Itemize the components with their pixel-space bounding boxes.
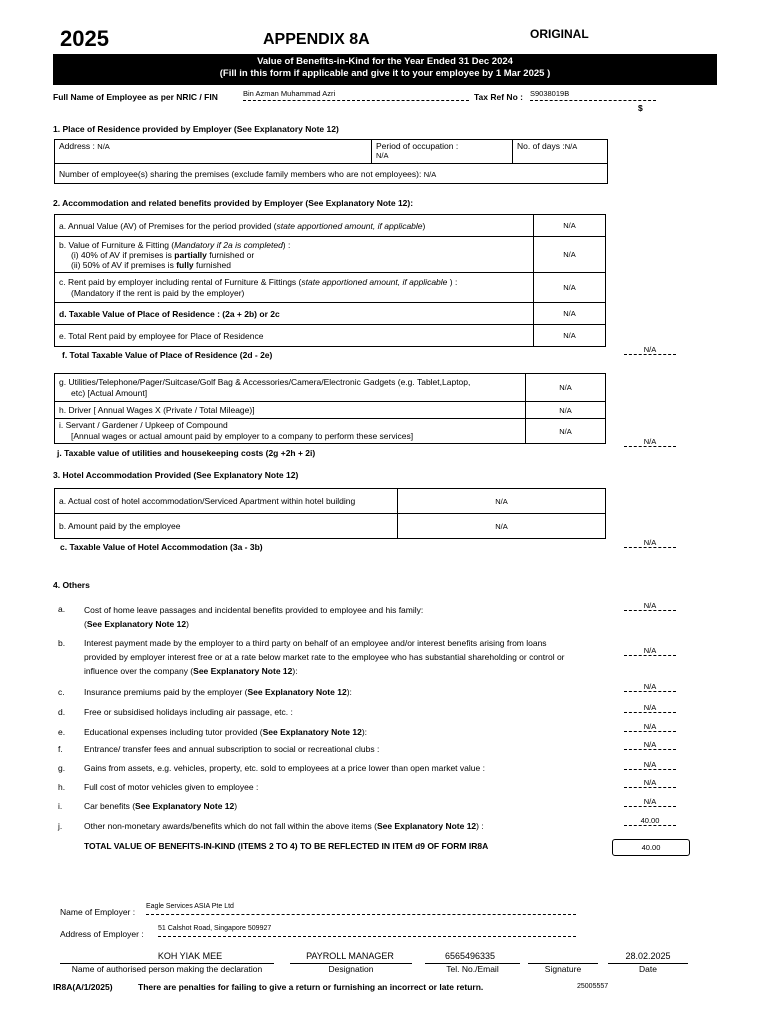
tax-ref-label: Tax Ref No :: [474, 92, 523, 102]
value-3a[interactable]: N/A: [398, 489, 606, 514]
value-2b[interactable]: N/A: [534, 237, 606, 273]
value-4f[interactable]: N/A: [624, 740, 676, 750]
section-2-title: 2. Accommodation and related benefits provided by Employer (See Explanatory Note 12):: [53, 198, 414, 208]
form-year: 2025: [60, 26, 109, 51]
row-4b: Interest payment made by the employer to a third party on behalf of an employee and/or interest benefits arising from loans provided by employer interest free or at a rate below market rate to the employee who has substantial shareholding or control or influence over the company (See Explanatory Note 12):: [84, 638, 565, 676]
row-4g: Gains from assets, e.g. vehicles, property, etc. sold to employees at a price lower than open market value :: [84, 763, 485, 773]
row-2c: c. Rent paid by employer including rental of Furniture & Fittings (state apportioned amount, if applicable ) : (Mandatory if the rent is paid by the employer): [55, 273, 534, 303]
row-2f: f. Total Taxable Value of Place of Residence (2d - 2e): [62, 350, 273, 360]
sharing-cell: [55, 164, 608, 184]
letter-4i: i.: [58, 801, 63, 811]
period-cell: [372, 140, 513, 164]
address-cell: [55, 140, 372, 164]
days-value[interactable]: N/A: [564, 142, 578, 151]
row-2g: g. Utilities/Telephone/Pager/Suitcase/Golf Bag & Accessories/Camera/Electronic Gadgets (e.g. Tablet,Laptop, etc) [Actual Amount]: [55, 374, 526, 402]
row-3b: b. Amount paid by the employee: [55, 514, 398, 539]
original-label: ORIGINAL: [530, 27, 589, 41]
letter-4j: j.: [58, 821, 63, 831]
letter-4c: c.: [58, 687, 65, 697]
value-2j[interactable]: N/A: [624, 437, 676, 447]
letter-4b: b.: [58, 638, 66, 648]
total-label: TOTAL VALUE OF BENEFITS-IN-KIND (ITEMS 2 TO 4) TO BE REFLECTED IN ITEM d9 OF FORM IR8A: [84, 841, 489, 851]
row-3c: c. Taxable Value of Hotel Accommodation (3a - 3b): [60, 542, 263, 552]
row-2j: j. Taxable value of utilities and housekeeping costs (2g +2h + 2i): [57, 448, 316, 458]
row-4f: Entrance/ transfer fees and annual subscription to social or recreational clubs :: [84, 744, 380, 754]
letter-4h: h.: [58, 782, 66, 792]
period-label: Period of occupation :: [376, 141, 459, 151]
row-4i: Car benefits (See Explanatory Note 12): [84, 801, 238, 811]
value-2g[interactable]: N/A: [526, 374, 606, 402]
section-4-title: 4. Others: [53, 580, 90, 590]
date-value[interactable]: 28.02.2025: [625, 951, 671, 961]
value-4e[interactable]: N/A: [624, 722, 676, 732]
letter-4g: g.: [58, 763, 66, 773]
value-2h[interactable]: N/A: [526, 402, 606, 419]
row-2a: a. Annual Value (AV) of Premises for the period provided (state apportioned amount, if applicable): [55, 215, 534, 237]
value-4h[interactable]: N/A: [624, 778, 676, 788]
value-2f[interactable]: N/A: [624, 345, 676, 355]
appendix-title: APPENDIX 8A: [263, 31, 370, 48]
hotel-table: [54, 488, 606, 539]
days-label: No. of days :: [517, 141, 565, 151]
section-3-title: 3. Hotel Accommodation Provided (See Explanatory Note 12): [53, 470, 299, 480]
tax-ref-field[interactable]: [530, 89, 656, 101]
value-3c[interactable]: N/A: [624, 538, 676, 548]
employer-address-field[interactable]: [158, 925, 576, 937]
address-value[interactable]: N/A: [97, 142, 110, 151]
value-2e[interactable]: N/A: [534, 325, 606, 347]
employee-name-field[interactable]: [243, 89, 469, 101]
value-2d[interactable]: N/A: [534, 303, 606, 325]
value-4d[interactable]: N/A: [624, 703, 676, 713]
banner-line-1: Value of Benefits-in-Kind for the Year Ended 31 Dec 2024: [257, 56, 513, 67]
sharing-label: Number of employee(s) sharing the premises (exclude family members who are not employees):: [59, 168, 422, 179]
letter-4a: a.: [58, 604, 66, 614]
value-2i[interactable]: N/A: [526, 419, 606, 444]
total-value-box[interactable]: 40.00: [612, 839, 690, 856]
authorised-person-label: Name of authorised person making the declaration: [60, 963, 274, 974]
letter-4e: e.: [58, 727, 66, 737]
employee-name-label: Full Name of Employee as per NRIC / FIN: [53, 92, 218, 102]
utilities-table: [54, 373, 606, 444]
row-4j: Other non-monetary awards/benefits which do not fall within the above items (See Explanatory Note 12) :: [84, 821, 484, 831]
value-4c[interactable]: N/A: [624, 682, 676, 692]
value-2a[interactable]: N/A: [534, 215, 606, 237]
value-4i[interactable]: N/A: [624, 797, 676, 807]
employer-name-field[interactable]: [146, 903, 576, 915]
authorised-person-value[interactable]: KOH YIAK MEE: [157, 951, 223, 961]
penalty-notice: There are penalties for failing to give a return or furnishing an incorrect or late return.: [138, 982, 484, 992]
employer-name-label: Name of Employer :: [60, 907, 136, 917]
value-3b[interactable]: N/A: [398, 514, 606, 539]
tel-label: Tel. No./Email: [425, 963, 520, 974]
title-banner: [53, 54, 717, 85]
row-2i: i. Servant / Gardener / Upkeep of Compound [Annual wages or actual amount paid by employer to a company to perform these services]: [55, 419, 526, 444]
value-2c[interactable]: N/A: [534, 273, 606, 303]
employer-address-value: 51 Calshot Road, Singapore 509927: [158, 925, 272, 932]
section-1-title: 1. Place of Residence provided by Employer (See Explanatory Note 12): [53, 124, 339, 134]
days-cell: [513, 140, 608, 164]
value-4b[interactable]: N/A: [624, 646, 676, 656]
date-label: Date: [608, 963, 688, 974]
row-4e: Educational expenses including tutor provided (See Explanatory Note 12):: [84, 727, 368, 737]
form-code: IR8A(A/1/2025): [53, 982, 113, 992]
address-label: Address :: [59, 141, 95, 151]
employee-name-value: Bin Azman Muhammad Azri: [243, 89, 336, 98]
letter-4d: d.: [58, 707, 66, 717]
value-4j[interactable]: 40.00: [624, 816, 676, 826]
accommodation-table: [54, 214, 606, 347]
document-number: 25005557: [577, 983, 609, 990]
tax-ref-value: S9038019B: [530, 89, 570, 98]
value-4g[interactable]: N/A: [624, 760, 676, 770]
letter-4f: f.: [58, 744, 63, 754]
banner-line-2: (Fill in this form if applicable and give it to your employee by 1 Mar 2025 ): [219, 68, 551, 79]
row-4d: Free or subsidised holidays including air passage, etc. :: [84, 707, 293, 717]
dollar-sign: $: [638, 103, 643, 113]
row-3a: a. Actual cost of hotel accommodation/Serviced Apartment within hotel building: [55, 489, 398, 514]
designation-value[interactable]: PAYROLL MANAGER: [306, 951, 394, 961]
designation-label: Designation: [290, 963, 412, 974]
employer-name-value: Eagle Services ASIA Pte Ltd: [146, 903, 234, 910]
tel-value[interactable]: 6565496335: [444, 951, 496, 961]
employer-address-label: Address of Employer :: [60, 929, 144, 939]
row-2h: h. Driver [ Annual Wages X (Private / Total Mileage)]: [55, 402, 526, 419]
row-2b: b. Value of Furniture & Fitting (Mandatory if 2a is completed) : (i) 40% of AV if premises is partially furnished or (ii) 50% of AV if premises is fully furnished: [55, 237, 534, 273]
row-2d: d. Taxable Value of Place of Residence : (2a + 2b) or 2c: [55, 303, 534, 325]
row-2e: e. Total Rent paid by employee for Place of Residence: [55, 325, 534, 347]
row-4h: Full cost of motor vehicles given to employee :: [84, 782, 259, 792]
residence-table: [54, 139, 608, 184]
signature-label: Signature: [528, 963, 598, 974]
sharing-value[interactable]: N/A: [423, 169, 437, 179]
period-value[interactable]: N/A: [376, 151, 389, 160]
row-4c: Insurance premiums paid by the employer (See Explanatory Note 12):: [84, 687, 352, 697]
row-4a: Cost of home leave passages and incidental benefits provided to employee and his family: (See Explanatory Note 12): [84, 605, 424, 629]
value-4a[interactable]: N/A: [624, 601, 676, 611]
